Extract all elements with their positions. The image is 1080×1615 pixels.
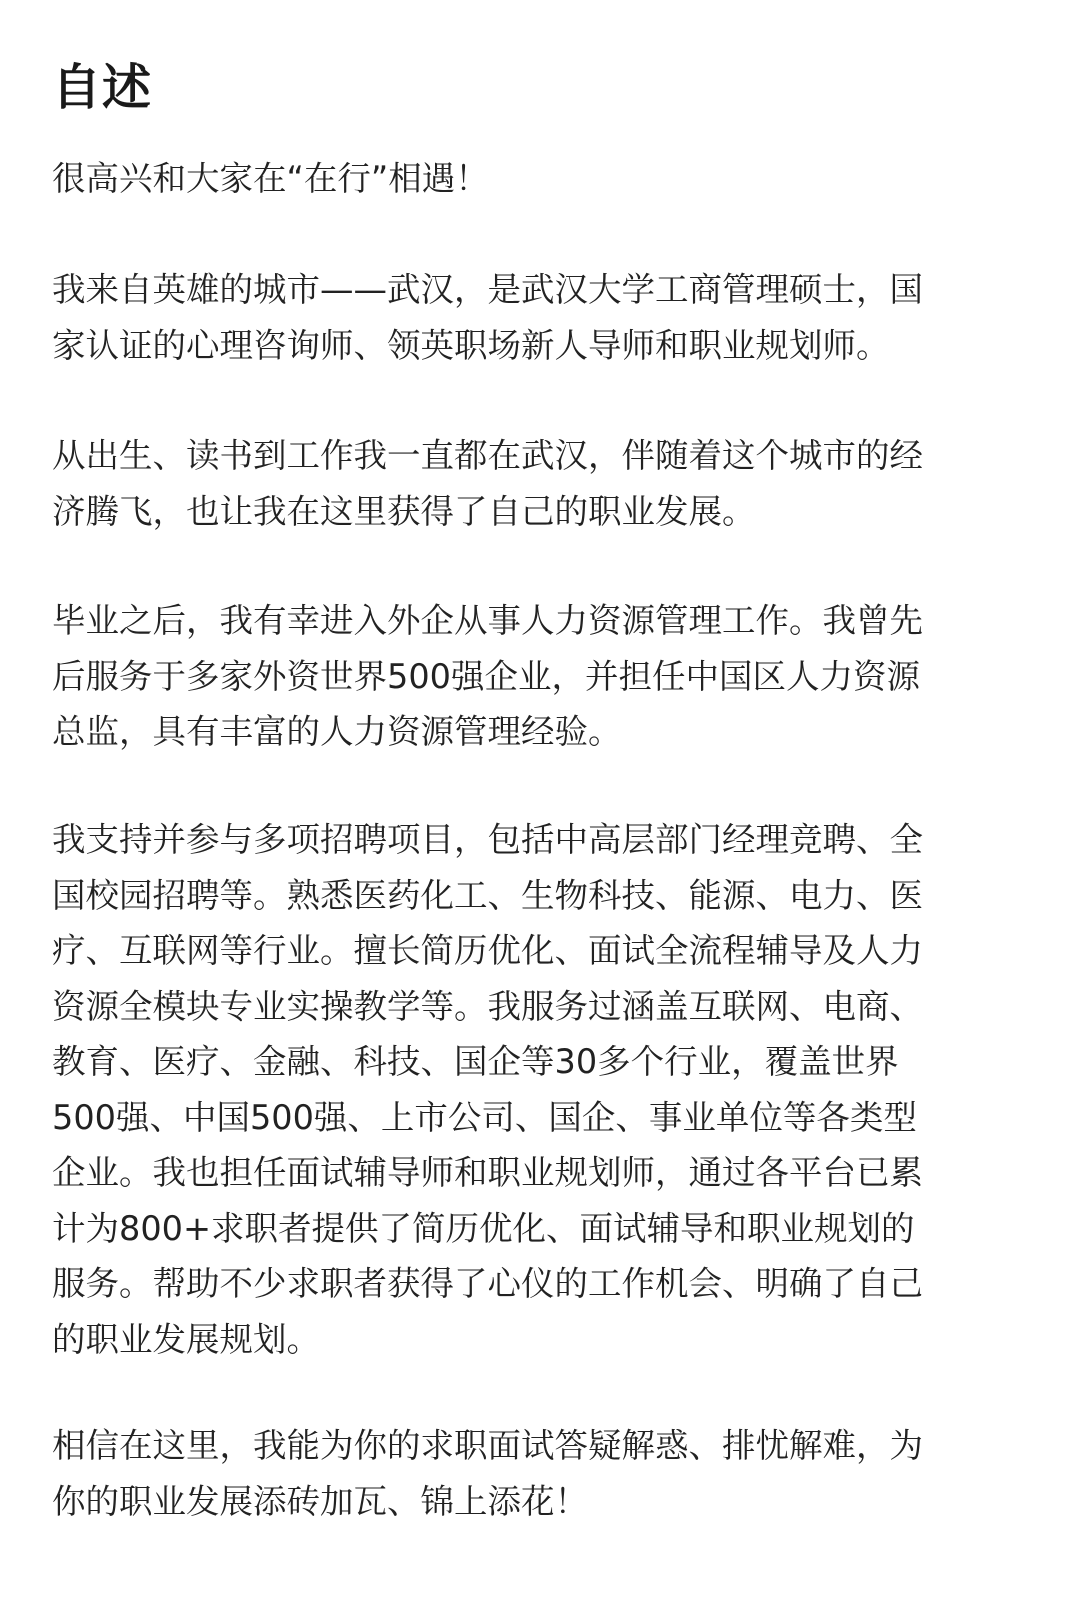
paragraph-experience xyxy=(52,812,1042,1367)
text-line: 500强、中国500强、上市公司、国企、事业单位等各类型 xyxy=(52,1097,917,1137)
text-line: 后服务于多家外资世界500强企业，并担任中国区人力资源 xyxy=(52,656,920,696)
text-line: 家认证的心理咨询师、领英职场新人导师和职业规划师。 xyxy=(52,325,890,365)
paragraph-closing xyxy=(52,1418,1042,1529)
text-line: 从出生、读书到工作我一直都在武汉，伴随着这个城市的经 xyxy=(52,436,923,475)
text-line: 我来自英雄的城市——武汉，是武汉大学工商管理硕士，国 xyxy=(52,270,923,309)
text-line: 教育、医疗、金融、科技、国企等30多个行业，覆盖世界 xyxy=(52,1042,899,1081)
text-line: 资源全模块专业实操教学等。我服务过涵盖互联网、电商、 xyxy=(52,986,923,1026)
text-line: 你的职业发展添砖加瓦、锦上添花！ xyxy=(52,1481,588,1521)
profile-self-introduction xyxy=(52,0,1032,1615)
paragraph-hometown xyxy=(52,428,1042,539)
paragraph-background xyxy=(52,262,1042,373)
text-line: 很高兴和大家在“在行”相遇！ xyxy=(52,159,489,198)
section-title: 自述 xyxy=(52,59,153,116)
text-line: 的职业发展规划。 xyxy=(52,1319,320,1359)
text-line: 相信在这里，我能为你的求职面试答疑解惑、排忧解难，为 xyxy=(52,1426,923,1465)
text-line: 疗、互联网等行业。擅长简历优化、面试全流程辅导及人力 xyxy=(52,931,923,970)
text-line: 计为800+求职者提供了简历优化、面试辅导和职业规划的 xyxy=(52,1208,915,1248)
text-line: 企业。我也担任面试辅导师和职业规划师，通过各平台已累 xyxy=(52,1153,923,1192)
text-line: 济腾飞，也让我在这里获得了自己的职业发展。 xyxy=(52,491,756,531)
text-line: 国校园招聘等。熟悉医药化工、生物科技、能源、电力、医 xyxy=(52,875,923,915)
paragraph-career xyxy=(52,593,1042,760)
text-line: 服务。帮助不少求职者获得了心仪的工作机会、明确了自己 xyxy=(52,1264,923,1303)
paragraph-greeting xyxy=(52,151,1042,207)
text-line: 总监，具有丰富的人力资源管理经验。 xyxy=(52,712,622,751)
text-line: 毕业之后，我有幸进入外企从事人力资源管理工作。我曾先 xyxy=(52,601,923,640)
text-line: 我支持并参与多项招聘项目，包括中高层部门经理竞聘、全 xyxy=(52,820,923,859)
